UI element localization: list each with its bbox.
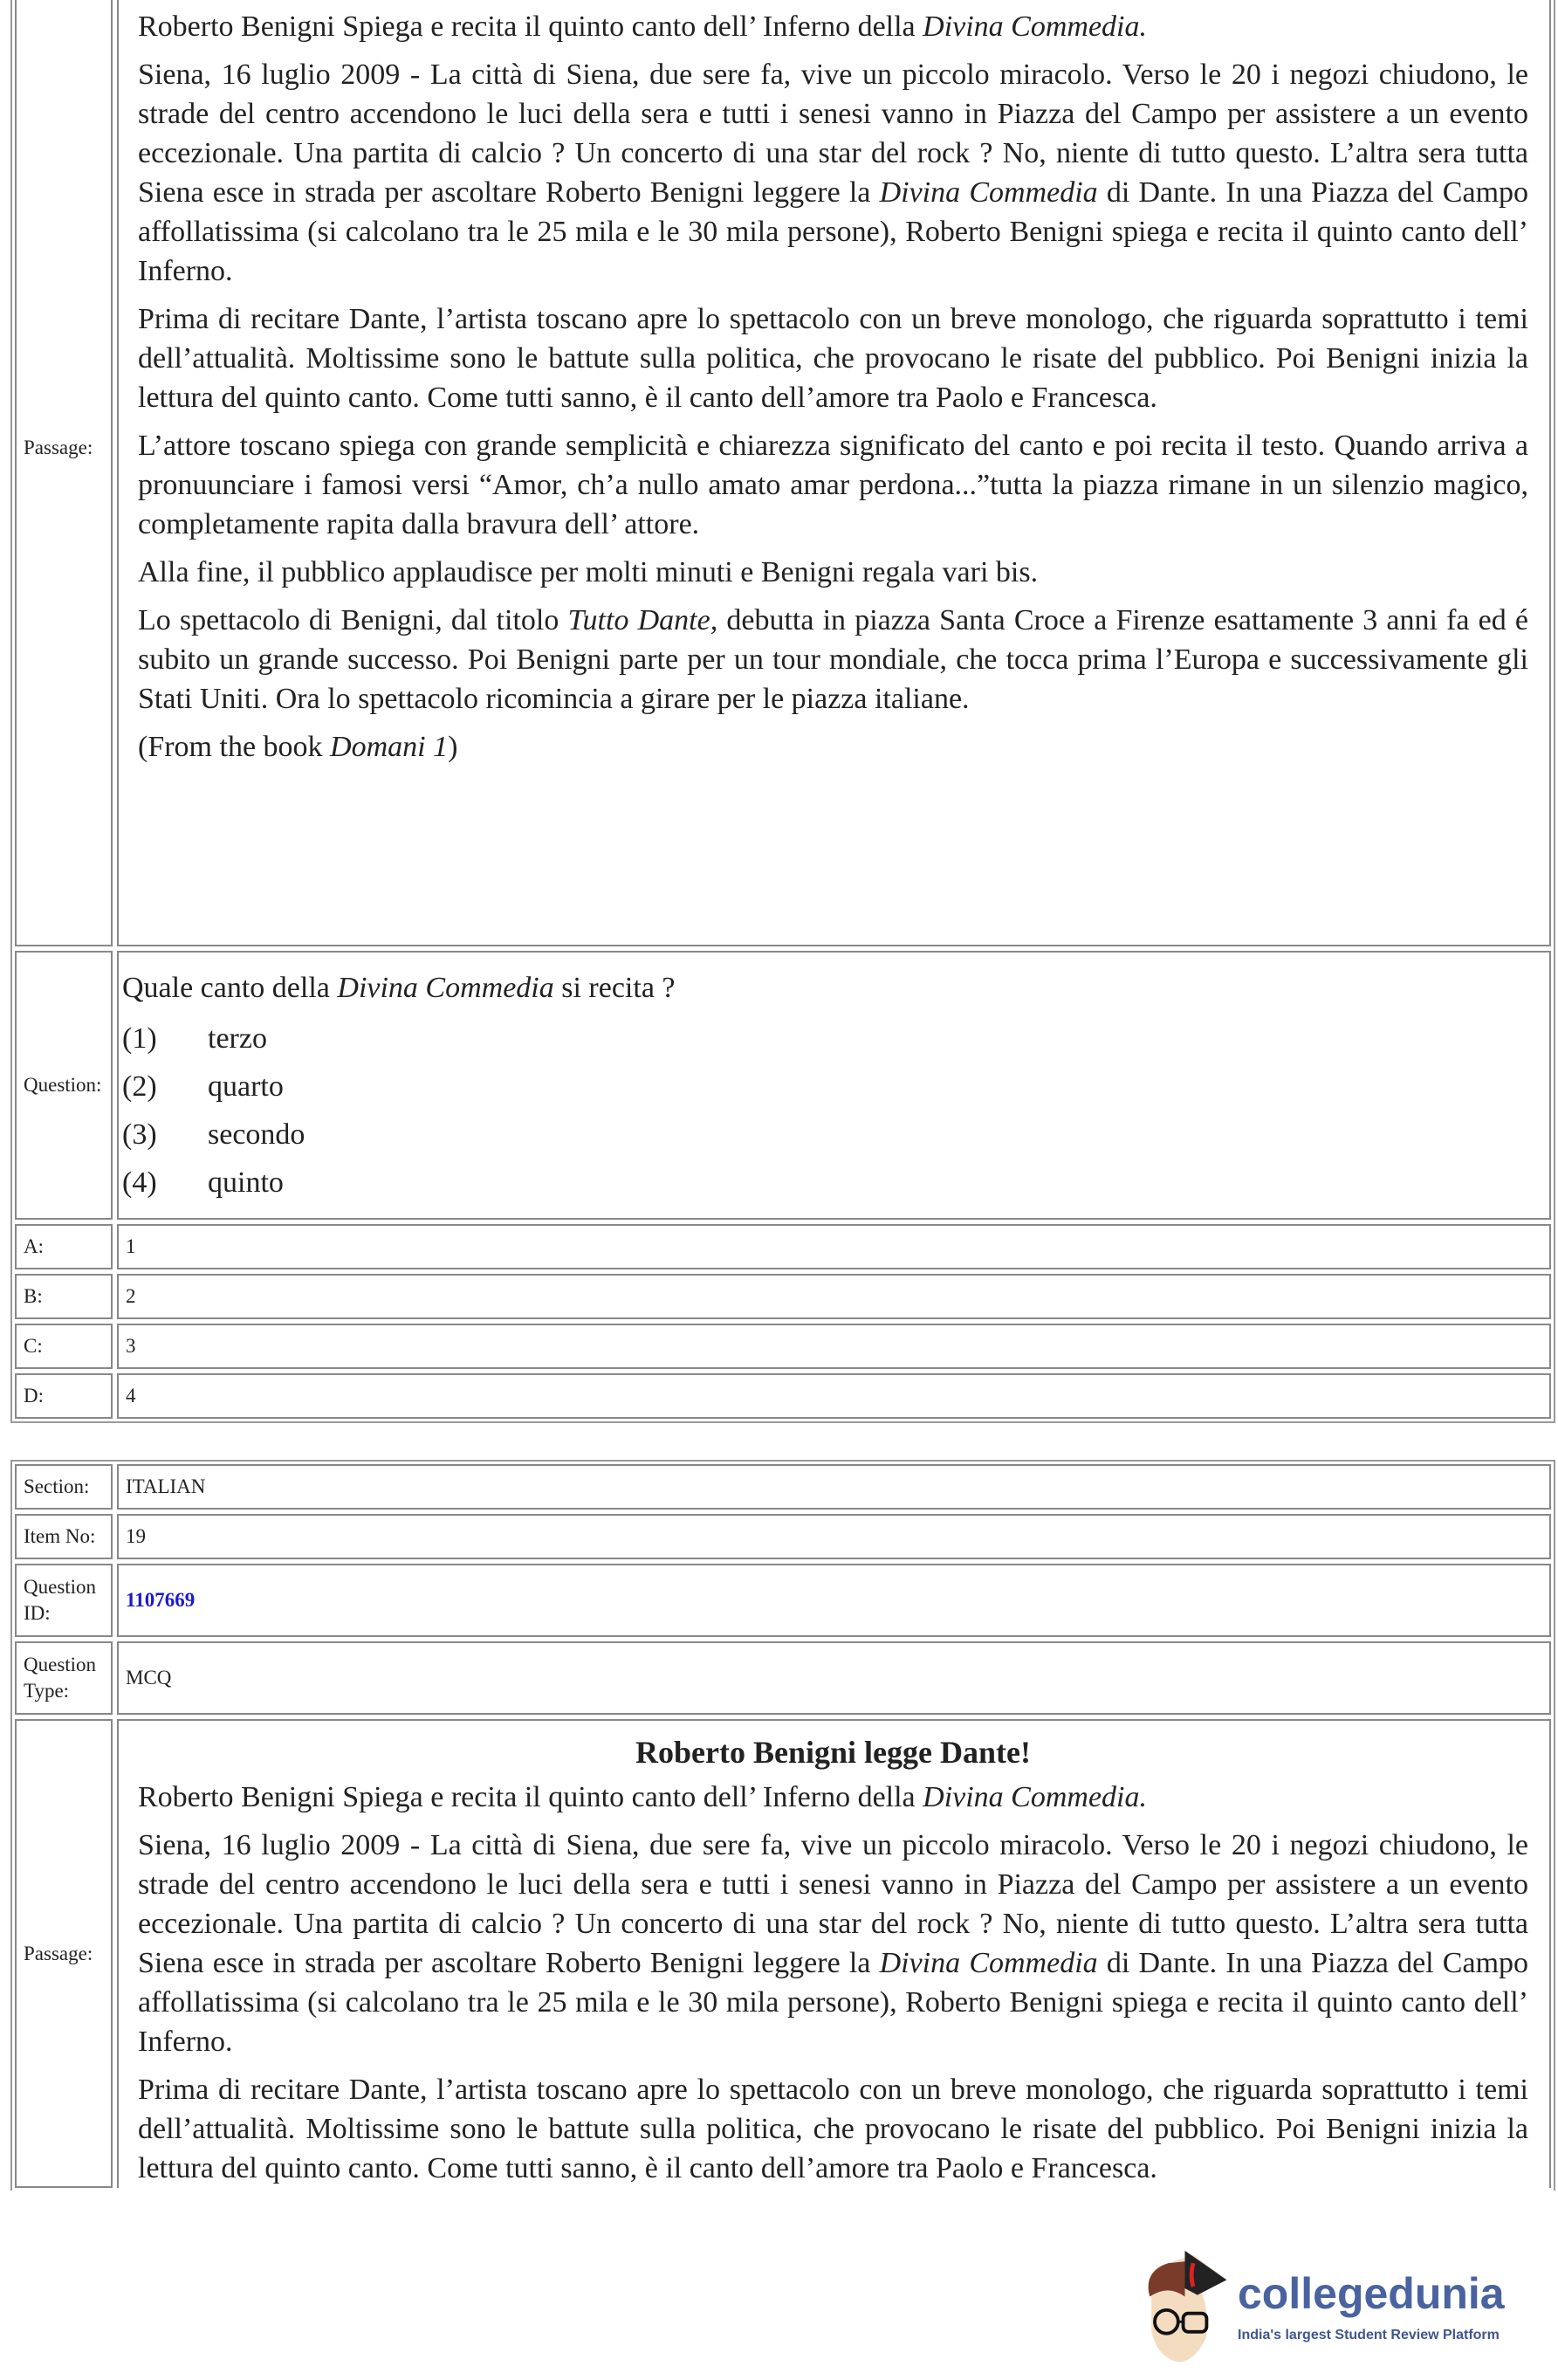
passage-title: Roberto Benigni legge Dante! xyxy=(635,1735,1031,1770)
logo-wordmark: collegedunia xyxy=(1238,2269,1505,2318)
question-id-row xyxy=(15,1564,1551,1637)
passage-paragraph: L’attore toscano spiega con grande semplicità e chiarezza significato del canto e poi recita il testo. Quando arriva a pronuunciare i famosi versi “Amor, ch’a nullo amato amar perdona...”tutta la piazza rimane in un silenzio magico, completamente rapita dalla bravura dell’ attore. xyxy=(138,430,1528,540)
answer-value: 2 xyxy=(117,1274,1551,1319)
option-1[interactable]: (1) terzo xyxy=(122,1022,267,1055)
section-row xyxy=(15,1464,1551,1510)
question-type-value: MCQ xyxy=(117,1641,1551,1715)
passage-row xyxy=(15,0,1551,946)
answer-label: B: xyxy=(15,1274,113,1319)
passage-paragraph: Siena, 16 luglio 2009 - La città di Siena, due sere fa, vive un piccolo miracolo. Verso le 20 i negozi chiudono, le strade del centro accendono le luci della sera e tutti i senesi vanno in Piazza del Campo per assistere a un evento eccezionale. Una partita di calcio ? Un concerto di una star del rock ? No, niente di tutto questo. L’altra sera tutta Siena esce in strada per ascoltare Roberto Benigni leggere la Divina Commedia di Dante. In una Piazza del Campo affollatissima (si calcolano tra le 25 mila e le 30 mila persone), Roberto Benigni spiega e recita il quinto canto dell’ Inferno. xyxy=(138,58,1529,287)
question-type-label: Question Type: xyxy=(15,1641,113,1715)
question-table-2 xyxy=(10,1460,1555,2191)
passage-paragraph: Alla fine, il pubblico applaudisce per molti minuti e Benigni regala vari bis. xyxy=(138,556,1039,588)
answer-value: 1 xyxy=(117,1224,1551,1269)
section-label: Section: xyxy=(15,1464,113,1510)
question-row xyxy=(15,951,1551,1220)
section-value: ITALIAN xyxy=(117,1464,1551,1510)
passage-subtitle: Roberto Benigni Spiega e recita il quinto canto dell’ Inferno della Divina Commedia. xyxy=(138,10,1147,43)
answer-value: 4 xyxy=(117,1373,1551,1419)
answer-row-a xyxy=(15,1224,1551,1269)
student-mascot-icon xyxy=(1135,2244,1235,2370)
logo-tagline: India's largest Student Review Platform xyxy=(1238,2328,1500,2342)
answer-value: 3 xyxy=(117,1324,1551,1369)
passage-title xyxy=(138,0,1528,2)
option-3[interactable]: (3) secondo xyxy=(122,1118,305,1151)
passage-row xyxy=(15,1719,1551,2188)
answer-row-b xyxy=(15,1274,1551,1319)
answer-row-d xyxy=(15,1373,1551,1419)
option-2[interactable]: (2) quarto xyxy=(122,1070,284,1103)
question-id-label: Question ID: xyxy=(15,1564,113,1637)
passage-content xyxy=(117,1719,1551,2188)
answer-label: C: xyxy=(15,1324,113,1369)
item-row xyxy=(15,1514,1551,1559)
item-value: 19 xyxy=(117,1514,1551,1559)
question-text: Quale canto della Divina Commedia si recita ? xyxy=(122,972,676,1004)
option-4[interactable]: (4) quinto xyxy=(122,1166,284,1199)
passage-paragraph: Prima di recitare Dante, l’artista toscano apre lo spettacolo con un breve monologo, che riguarda soprattutto i temi dell’attualità. Moltissime sono le battute sulla politica, che provocano le risate del pubblico. Poi Benigni inizia la lettura del quinto canto. Come tutti sanno, è il canto dell’amore tra Paolo e Francesca. xyxy=(138,2074,1528,2184)
collegedunia-logo xyxy=(1135,2244,1536,2370)
passage-label: Passage: xyxy=(15,0,113,946)
passage-source: (From the book Domani 1) xyxy=(138,731,458,763)
answer-label: A: xyxy=(15,1224,113,1269)
question-id-value: 1107669 xyxy=(117,1564,1551,1637)
question-label: Question: xyxy=(15,951,113,1220)
passage-paragraph: Lo spettacolo di Benigni, dal titolo Tutto Dante, debutta in piazza Santa Croce a Firenze esattamente 3 anni fa ed é subito un grande successo. Poi Benigni parte per un tour mondiale, che tocca prima l’Europa e successivamente gli Stati Uniti. Ora lo spettacolo ricomincia a girare per le piazza italiane. xyxy=(138,604,1528,715)
answer-label: D: xyxy=(15,1373,113,1419)
question-content xyxy=(117,951,1551,1220)
passage-subtitle: Roberto Benigni Spiega e recita il quinto canto dell’ Inferno della Divina Commedia. xyxy=(138,1781,1147,1813)
passage-label: Passage: xyxy=(15,1719,113,2188)
passage-paragraph: Siena, 16 luglio 2009 - La città di Siena, due sere fa, vive un piccolo miracolo. Verso le 20 i negozi chiudono, le strade del centro accendono le luci della sera e tutti i senesi vanno in Piazza del Campo per assistere a un evento eccezionale. Una partita di calcio ? Un concerto di una star del rock ? No, niente di tutto questo. L’altra sera tutta Siena esce in strada per ascoltare Roberto Benigni leggere la Divina Commedia di Dante. In una Piazza del Campo affollatissima (si calcolano tra le 25 mila e le 30 mila persone), Roberto Benigni spiega e recita il quinto canto dell’ Inferno. xyxy=(138,1829,1529,2058)
passage-paragraph: Prima di recitare Dante, l’artista toscano apre lo spettacolo con un breve monologo, che riguarda soprattutto i temi dell’attualità. Moltissime sono le battute sulla politica, che provocano le risate del pubblico. Poi Benigni inizia la lettura del quinto canto. Come tutti sanno, è il canto dell’amore tra Paolo e Francesca. xyxy=(138,303,1528,414)
answer-row-c xyxy=(15,1324,1551,1369)
question-table-1 xyxy=(10,0,1555,1423)
question-type-row xyxy=(15,1641,1551,1715)
item-label: Item No: xyxy=(15,1514,113,1559)
passage-content xyxy=(117,0,1551,946)
